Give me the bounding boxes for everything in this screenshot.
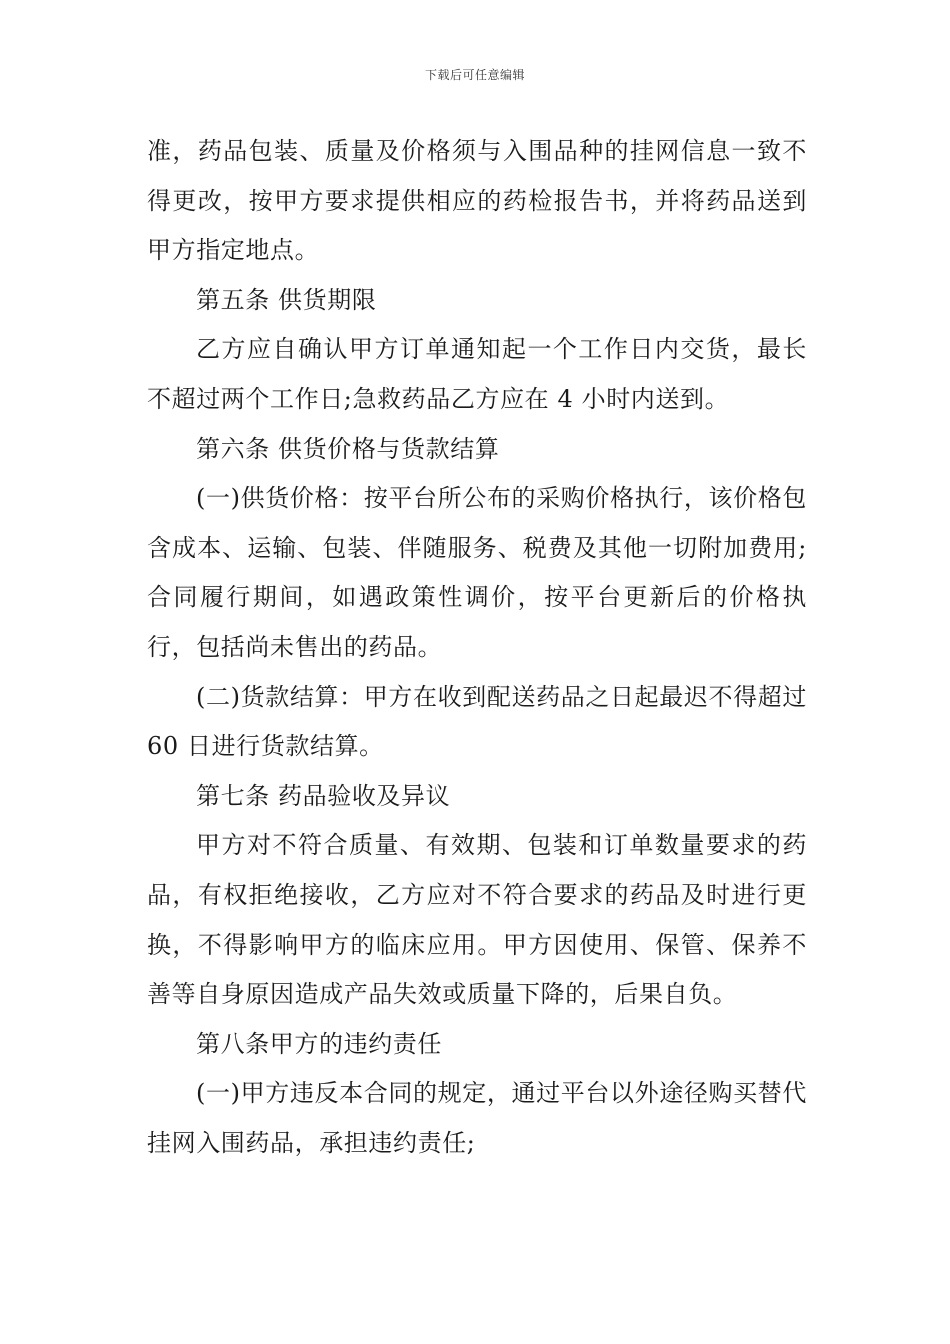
article-6-clause-2: (二)货款结算：甲方在收到配送药品之日起最迟不得超过 60 日进行货款结算。 <box>147 682 807 761</box>
article-6-heading: 第六条 供货价格与货款结算 <box>196 434 500 463</box>
article-6-clause-1: (一)供货价格：按平台所公布的采购价格执行，该价格包含成本、运输、包装、伴随服务、税费及其他一切附加费用;合同履行期间，如遇政策性调价，按平台更新后的价格执行，包括尚未售出的药品。 <box>147 484 807 661</box>
article-8-clause-1: (一)甲方违反本合同的规定，通过平台以外途径购买替代挂网入围药品，承担违约责任; <box>147 1079 807 1157</box>
article-8-heading: 第八条甲方的违约责任 <box>196 1029 442 1058</box>
document-body <box>147 127 807 1168</box>
paragraph-continuation: 准，药品包装、质量及价格须与入围品种的挂网信息一致不得更改，按甲方要求提供相应的药检报告书，并将药品送到甲方指定地点。 <box>147 137 807 265</box>
article-5-heading: 第五条 供货期限 <box>196 285 377 314</box>
article-5-paragraph: 乙方应自确认甲方订单通知起一个工作日内交货，最长不超过两个工作日;急救药品乙方应在 4 小时内送到。 <box>147 335 807 413</box>
article-7-heading: 第七条 药品验收及异议 <box>196 781 451 810</box>
page-header: 下载后可任意编辑 <box>424 68 525 82</box>
article-7-paragraph: 甲方对不符合质量、有效期、包装和订单数量要求的药品，有权拒绝接收，乙方应对不符合要求的药品及时进行更换，不得影响甲方的临床应用。甲方因使用、保管、保养不善等自身原因造成产品失效或质量下降的，后果自负。 <box>147 831 807 1009</box>
